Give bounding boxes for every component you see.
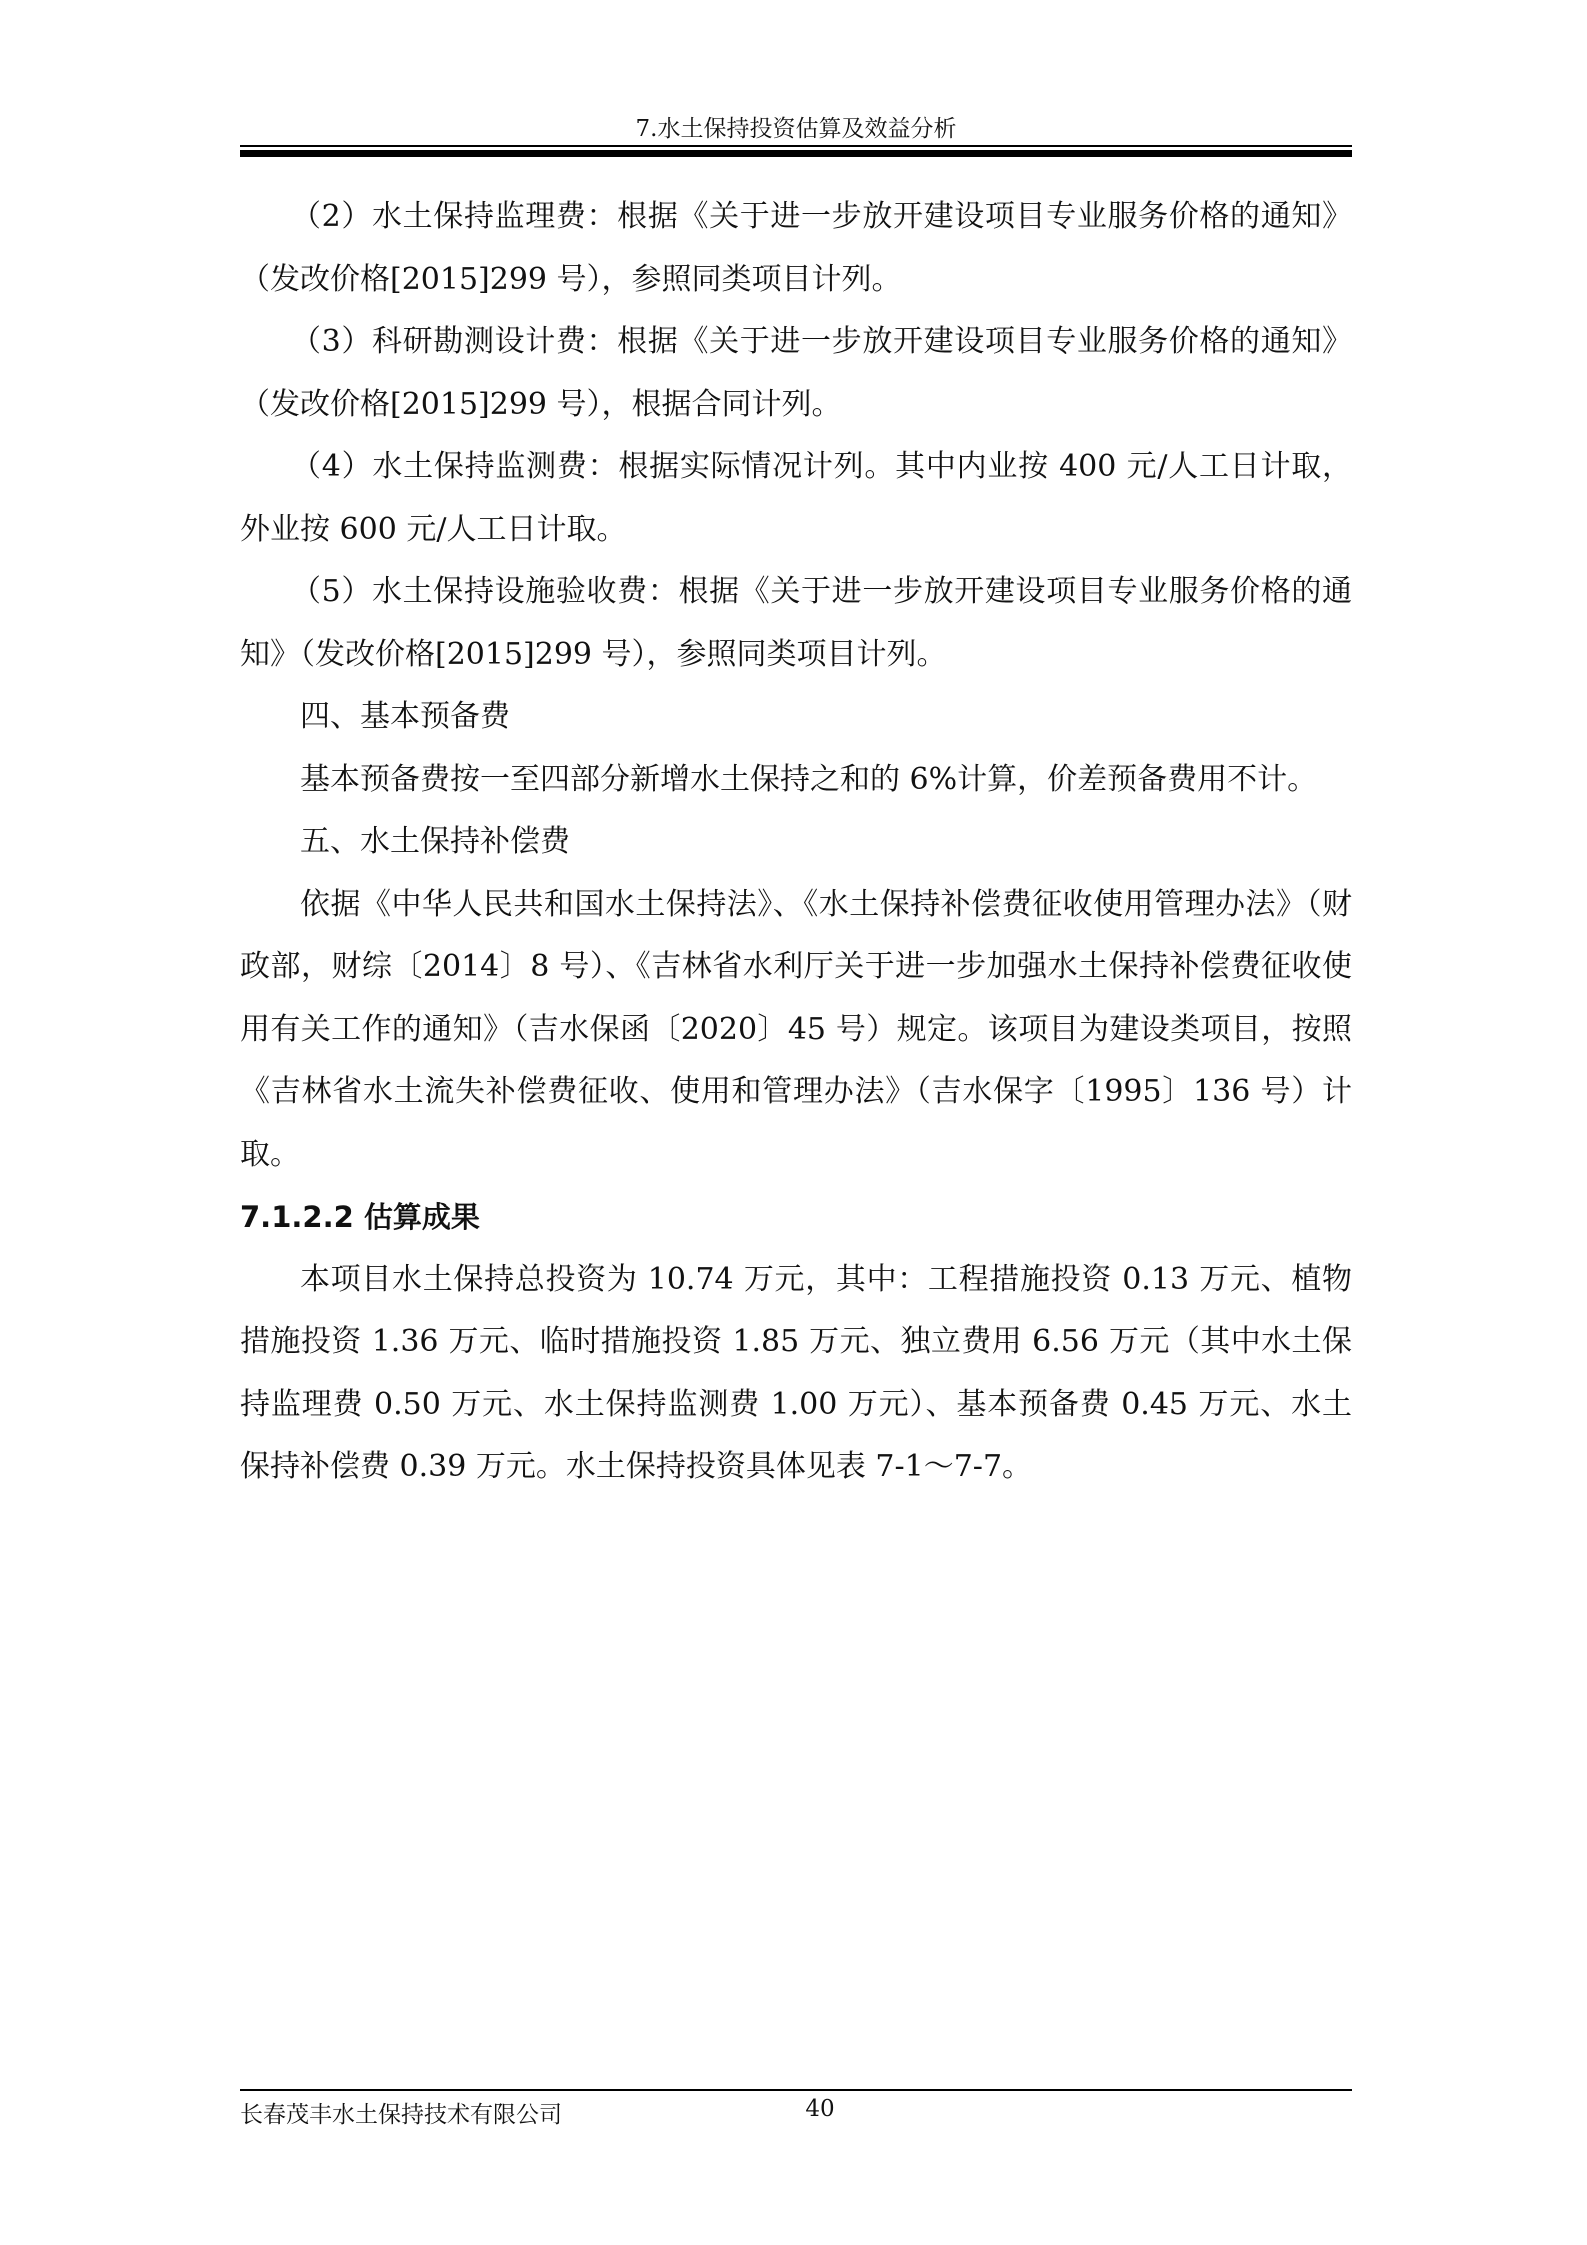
page-header-title: 7.水土保持投资估算及效益分析 [635, 116, 957, 142]
header-divider-thin [240, 145, 1352, 147]
paragraph-acceptance-fee: （5）水土保持设施验收费：根据《关于进一步放开建设项目专业服务价格的通知》（发改价格[2015]299 号），参照同类项目计列。 [240, 574, 1352, 672]
footer-company-name: 长春茂丰水土保持技术有限公司 [240, 2102, 562, 2128]
paragraph-estimate-results: 本项目水土保持总投资为 10.74 万元，其中：工程措施投资 0.13 万元、植物措施投资 1.36 万元、临时措施投资 1.85 万元、独立费用 6.56 万元（其中水土保持监理费 0.50 万元、水土保持监测费 1.00 万元）、基本预备费 0.45 万元、水土保持补偿费 0.39 万元。水土保持投资具体见表 7-1～7-7。 [240, 1261, 1352, 1484]
paragraph-research-design-fee: （3）科研勘测设计费：根据《关于进一步放开建设项目专业服务价格的通知》（发改价格[2015]299 号），根据合同计列。 [240, 324, 1352, 422]
paragraph-compensation-fee: 依据《中华人民共和国水土保持法》、《水土保持补偿费征收使用管理办法》（财政部，财综〔2014〕8 号）、《吉林省水利厅关于进一步加强水土保持补偿费征收使用有关工作的通知》（吉水保函〔2020〕45 号）规定。该项目为建设类项目，按照《吉林省水土流失补偿费征收、使用和管理办法》（吉水保字〔1995〕136 号）计取。 [240, 886, 1352, 1172]
section-heading-compensation-fee: 五、水土保持补偿费 [300, 824, 570, 859]
section-heading-basic-reserve: 四、基本预备费 [300, 699, 510, 734]
paragraph-monitoring-fee: （4）水土保持监测费：根据实际情况计列。其中内业按 400 元/人工日计取，外业按 600 元/人工日计取。 [240, 449, 1352, 547]
document-body [240, 186, 1352, 1499]
header-divider-thick [240, 150, 1352, 157]
subsection-heading-estimate-results: 7.1.2.2 估算成果 [240, 1200, 480, 1234]
paragraph-basic-reserve: 基本预备费按一至四部分新增水土保持之和的 6%计算，价差预备费用不计。 [300, 761, 1318, 797]
footer-page-number: 40 [805, 2096, 835, 2122]
paragraph-supervision-fee: （2）水土保持监理费：根据《关于进一步放开建设项目专业服务价格的通知》（发改价格[2015]299 号），参照同类项目计列。 [240, 199, 1352, 297]
footer-divider [240, 2089, 1352, 2091]
